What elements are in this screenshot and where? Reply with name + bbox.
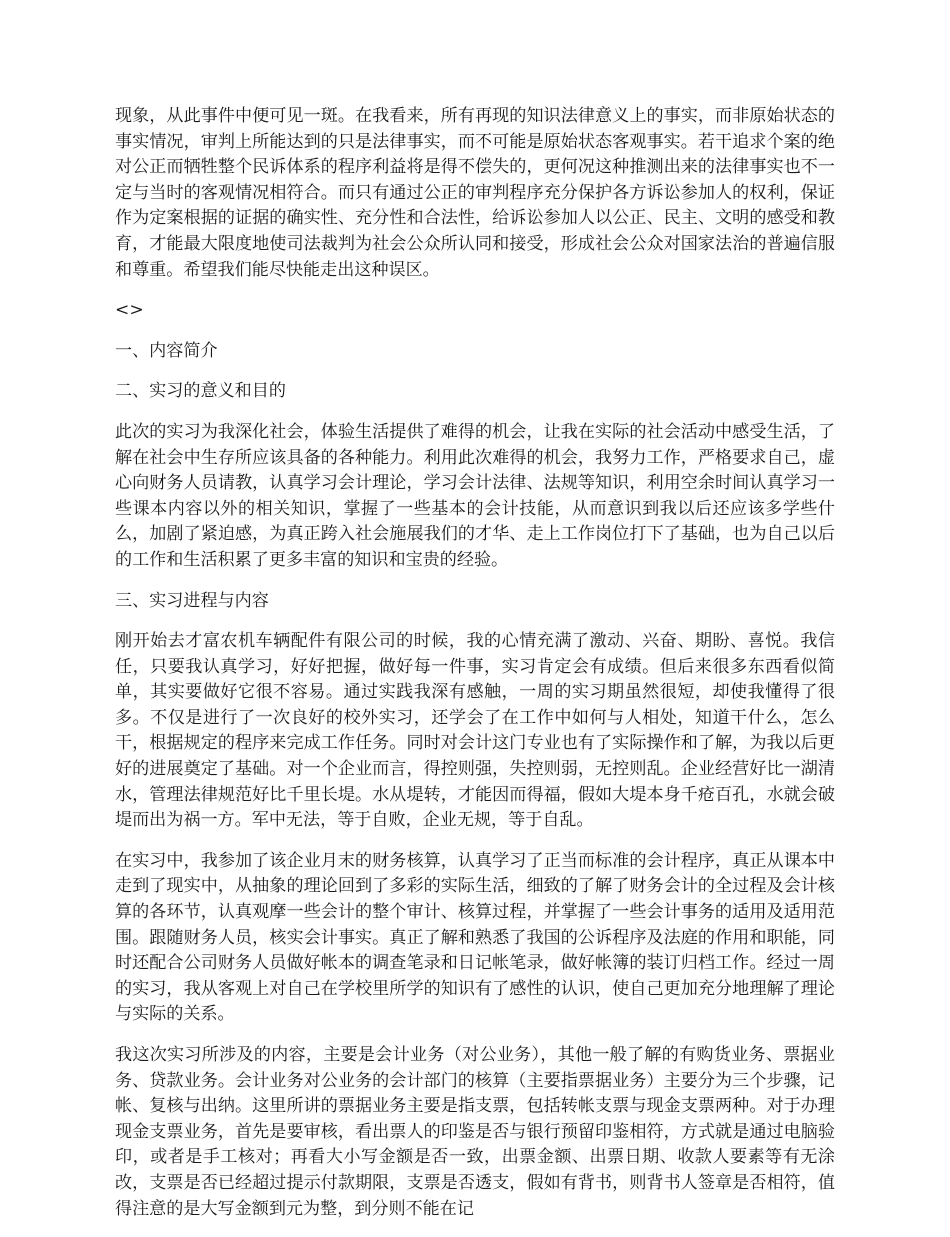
paragraph-process-3: 我这次实习所涉及的内容，主要是会计业务（对公业务），其他一般了解的有购货业务、票据业务、贷款业务。会计业务对公业务的会计部门的核算（主要指票据业务）主要分为三个步骤，记帐、复核与出纳。这里所讲的票据业务主要是指支票，包括转帐支票与现金支票两种。对于办理现金支票业务，首先是要审核，看出票人的印鉴是否与银行预留印鉴相符，方式就是通过电脑验印，或者是手工核对；再看大小写金额是否一致，出票金额、出票日期、收款人要素等有无涂改，支票是否已经超过提示付款期限，支票是否透支，假如有背书，则背书人签章是否相符，值得注意的是大写金额到元为整，到分则不能在记 <box>115 1045 835 1219</box>
heading-process: 三、实习进程与内容 <box>115 590 269 611</box>
paragraph-purpose: 此次的实习为我深化社会，体验生活提供了难得的机会，让我在实际的社会活动中感受生活，了解在社会中生存所应该具备的各种能力。利用此次难得的机会，我努力工作，严格要求自己，虚心向财务人员请教，认真学习会计理论，学习会计法律、法规等知识，利用空余时间认真学习一些课本内容以外的相关知识，掌握了一些基本的会计技能，从而意识到我以后还应该多学些什么，加剧了紧迫感，为真正跨入社会施展我们的才华、走上工作岗位打下了基础，也为自己以后的工作和生活积累了更多丰富的知识和宝贵的经验。 <box>115 421 835 570</box>
paragraph-conclusion: 现象，从此事件中便可见一斑。在我看来，所有再现的知识法律意义上的事实，而非原始状态的事实情况，审判上所能达到的只是法律事实，而不可能是原始状态客观事实。若干追求个案的绝对公正而牺牲整个民诉体系的程序利益将是得不偿失的，更何况这种推测出来的法律事实也不一定与当时的客观情况相符合。而只有通过公正的审判程序充分保护各方诉讼参加人的权利，保证作为定案根据的证据的确实性、充分性和合法性，给诉讼参加人以公正、民主、文明的感受和教育，才能最大限度地使司法裁判为社会公众所认同和接受，形成社会公众对国家法治的普遍信服和尊重。希望我们能尽快能走出这种误区。 <box>115 106 835 280</box>
paragraph-process-2: 在实习中，我参加了该企业月末的财务核算，认真学习了正当而标准的会计程序，真正从课本中走到了现实中，从抽象的理论回到了多彩的实际生活，细致的了解了财务会计的全过程及会计核算的各环节，认真观摩一些会计的整个审计、核算过程，并掌握了一些会计事务的适用及适用范围。跟随财务人员，核实会计事实。真正了解和熟悉了我国的公诉程序及法庭的作用和职能，同时还配合公司财务人员做好帐本的调查笔录和日记帐笔录，做好帐簿的装订归档工作。经过一周的实习，我从客观上对自己在学校里所学的知识有了感性的认识，使自己更加充分地理解了理论与实际的关系。 <box>115 850 835 1025</box>
document-page <box>115 104 835 1237</box>
separator-marker: <> <box>115 300 144 321</box>
paragraph-process-1: 刚开始去才富农机车辆配件有限公司的时候，我的心情充满了激动、兴奋、期盼、喜悦。我信任，只要我认真学习，好好把握，做好每一件事，实习肯定会有成绩。但后来很多东西看似简单，其实要做好它很不容易。通过实践我深有感触，一周的实习期虽然很短，却使我懂得了很多。不仅是进行了一次良好的校外实习，还学会了在工作中如何与人相处，知道干什么，怎么干，根据规定的程序来完成工作任务。同时对会计这门专业也有了实际操作和了解，为我以后更好的进展奠定了基础。对一个企业而言，得控则强，失控则弱，无控则乱。企业经营好比一湖清水，管理法律规范好比千里长堤。水从堤转，才能因而得福，假如大堤本身千疮百孔，水就会破堤而出为祸一方。军中无法，等于自败，企业无规，等于自乱。 <box>115 631 835 831</box>
heading-purpose: 二、实习的意义和目的 <box>115 381 286 402</box>
heading-content-summary: 一、内容简介 <box>115 340 218 361</box>
